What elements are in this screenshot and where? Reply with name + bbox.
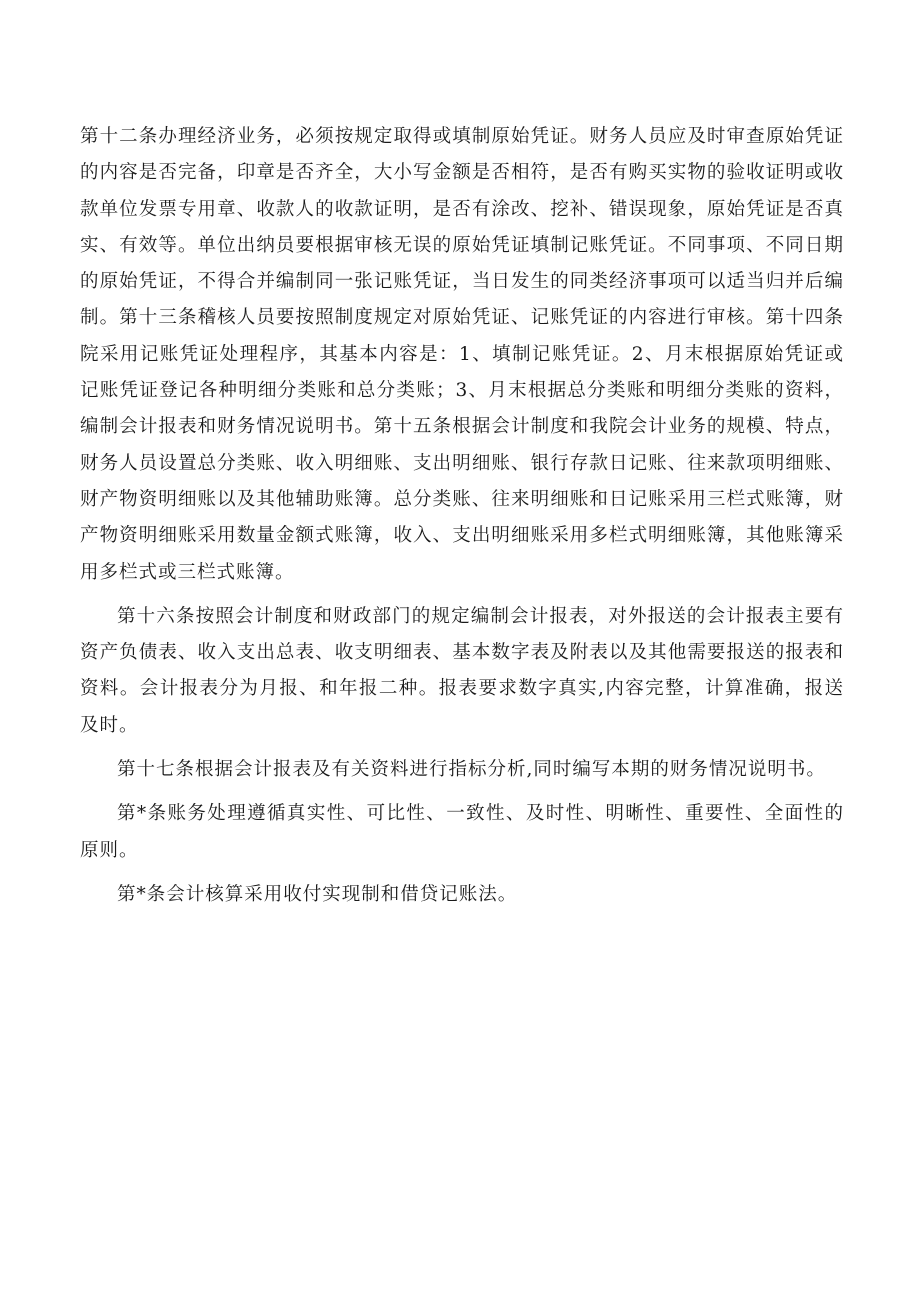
document-body [80, 119, 844, 921]
paragraph-accounting-basis: 第*条会计核算采用收付实现制和借贷记账法。 [117, 883, 518, 905]
paragraph-article-17: 第十七条根据会计报表及有关资料进行指标分析,同时编写本期的财务情况说明书。 [117, 759, 826, 781]
paragraph-principles: 第*条账务处理遵循真实性、可比性、一致性、及时性、明晰性、重要性、全面性的原则。 [80, 803, 844, 861]
paragraph-articles-12-15: 第十二条办理经济业务，必须按规定取得或填制原始凭证。财务人员应及时审查原始凭证的内容是否完备，印章是否齐全，大小写金额是否相符，是否有购买实物的验收证明或收款单位发票专用章、收款人的收款证明，是否有涂改、挖补、错误现象，原始凭证是否真实、有效等。单位出纳员要根据审核无误的原始凭证填制记账凭证。不同事项、不同日期的原始凭证，不得合并编制同一张记账凭证，当日发生的同类经济事项可以适当归并后编制。第十三条稽核人员要按照制度规定对原始凭证、记账凭证的内容进行审核。第十四条院采用记账凭证处理程序，其基本内容是：1、填制记账凭证。2、月末根据原始凭证或记账凭证登记各种明细分类账和总分类账；3、月末根据总分类账和明细分类账的资料，编制会计报表和财务情况说明书。第十五条根据会计制度和我院会计业务的规模、特点，财务人员设置总分类账、收入明细账、支出明细账、银行存款日记账、往来款项明细账、财产物资明细账以及其他辅助账簿。总分类账、往来明细账和日记账采用三栏式账簿，财产物资明细账采用数量金额式账簿，收入、支出明细账采用多栏式明细账簿，其他账簿采用多栏式或三栏式账簿。 [80, 126, 844, 583]
paragraph-article-16: 第十六条按照会计制度和财政部门的规定编制会计报表，对外报送的会计报表主要有资产负债表、收入支出总表、收支明细表、基本数字表及附表以及其他需要报送的报表和资料。会计报表分为月报、和年报二种。报表要求数字真实,内容完整，计算准确，报送及时。 [80, 605, 844, 736]
